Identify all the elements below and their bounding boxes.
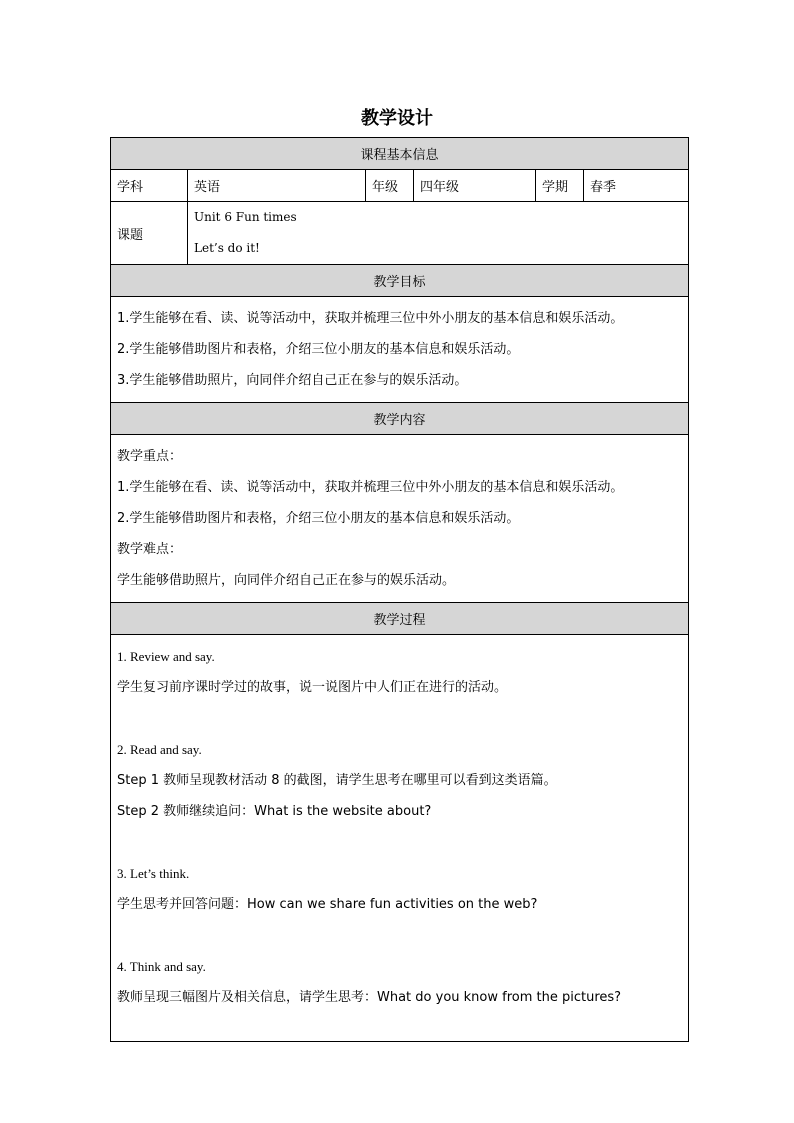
- process-line: Step 2 教师继续追问：What is the website about?: [117, 804, 432, 819]
- process-line: 学生思考并回答问题：How can we share fun activities on the web?: [117, 897, 538, 912]
- content-header: 教学内容: [111, 403, 689, 435]
- process-step-heading: 1. Review and say.: [117, 649, 215, 664]
- topic-label: 课题: [111, 202, 188, 265]
- process-header: 教学过程: [111, 603, 689, 635]
- objective-item: 3.学生能够借助照片，向同伴介绍自己正在参与的娱乐活动。: [117, 373, 468, 388]
- topic-value: [188, 202, 689, 265]
- term-label: 学期: [536, 170, 584, 202]
- process-blank-line: [117, 827, 682, 858]
- term-value: 春季: [584, 170, 689, 202]
- objectives-header: 教学目标: [111, 265, 689, 297]
- lesson-plan-table: [110, 137, 689, 1042]
- process-step-heading: 3. Let’s think.: [117, 866, 190, 881]
- process-line: 教师呈现三幅图片及相关信息，请学生思考：What do you know from the pictures?: [117, 990, 622, 1005]
- process-line: Step 1 教师呈现教材活动 8 的截图，请学生思考在哪里可以看到这类语篇。: [117, 773, 557, 788]
- difficult-point-item: 学生能够借助照片，向同伴介绍自己正在参与的娱乐活动。: [117, 573, 456, 588]
- basic-info-header: 课程基本信息: [111, 138, 689, 170]
- process-step-heading: 2. Read and say.: [117, 742, 202, 757]
- topic-line: Let’s do it!: [194, 241, 260, 255]
- topic-line: Unit 6 Fun times: [194, 210, 297, 224]
- key-point-item: 1.学生能够在看、读、说等活动中，获取并梳理三位中外小朋友的基本信息和娱乐活动。: [117, 480, 624, 495]
- key-point-item: 2.学生能够借助图片和表格，介绍三位小朋友的基本信息和娱乐活动。: [117, 511, 520, 526]
- process-step-heading: 4. Think and say.: [117, 959, 206, 974]
- subject-value: 英语: [188, 170, 366, 202]
- objective-item: 1.学生能够在看、读、说等活动中，获取并梳理三位中外小朋友的基本信息和娱乐活动。: [117, 311, 624, 326]
- process-body: [111, 635, 689, 1042]
- grade-value: 四年级: [414, 170, 536, 202]
- key-points-label: 教学重点：: [117, 449, 183, 464]
- process-blank-line: [117, 920, 682, 951]
- process-blank-line: [117, 703, 682, 734]
- objectives-body: [111, 297, 689, 403]
- content-body: [111, 435, 689, 603]
- grade-label: 年级: [366, 170, 414, 202]
- document-title: 教学设计: [361, 108, 433, 129]
- difficult-points-label: 教学难点：: [117, 542, 183, 557]
- process-line: 学生复习前序课时学过的故事，说一说图片中人们正在进行的活动。: [117, 680, 508, 695]
- objective-item: 2.学生能够借助图片和表格，介绍三位小朋友的基本信息和娱乐活动。: [117, 342, 520, 357]
- subject-label: 学科: [111, 170, 188, 202]
